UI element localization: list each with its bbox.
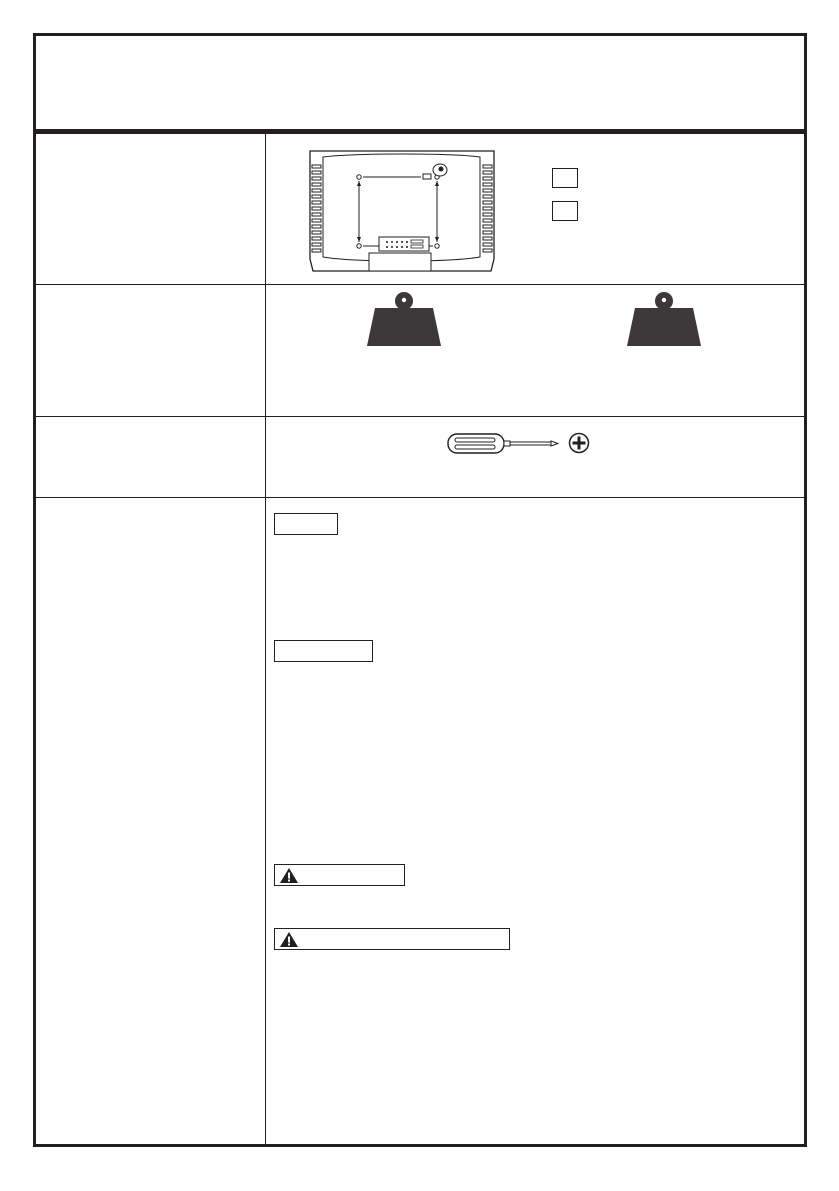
warning-triangle-icon bbox=[279, 867, 299, 884]
screwdriver-icon bbox=[447, 431, 559, 457]
row-tools bbox=[36, 417, 804, 498]
page-header bbox=[36, 36, 804, 134]
row-notes bbox=[36, 498, 804, 1144]
row-mounting-pattern bbox=[36, 132, 804, 285]
bracket-right-icon bbox=[625, 290, 703, 348]
row-brackets bbox=[36, 285, 804, 417]
note-tag bbox=[274, 513, 338, 535]
row-content-cell bbox=[266, 132, 804, 284]
row-label-cell bbox=[36, 132, 265, 284]
row-label-cell bbox=[36, 285, 265, 416]
phillips-head-icon bbox=[568, 432, 590, 454]
tv-back-diagram bbox=[307, 149, 497, 275]
warning-long-tag bbox=[274, 928, 510, 950]
caution-tag bbox=[274, 640, 373, 662]
warning-tag bbox=[274, 864, 405, 886]
manual-page-frame bbox=[33, 33, 807, 1147]
row-content-cell bbox=[266, 417, 804, 497]
bracket-left-icon bbox=[365, 290, 443, 348]
pattern-option-a-checkbox[interactable] bbox=[552, 168, 578, 188]
row-content-cell bbox=[266, 498, 804, 1144]
pattern-option-b-checkbox[interactable] bbox=[552, 201, 578, 221]
row-label-cell bbox=[36, 417, 265, 497]
row-content-cell bbox=[266, 285, 804, 416]
warning-triangle-icon bbox=[279, 931, 299, 948]
row-label-cell bbox=[36, 498, 265, 1144]
